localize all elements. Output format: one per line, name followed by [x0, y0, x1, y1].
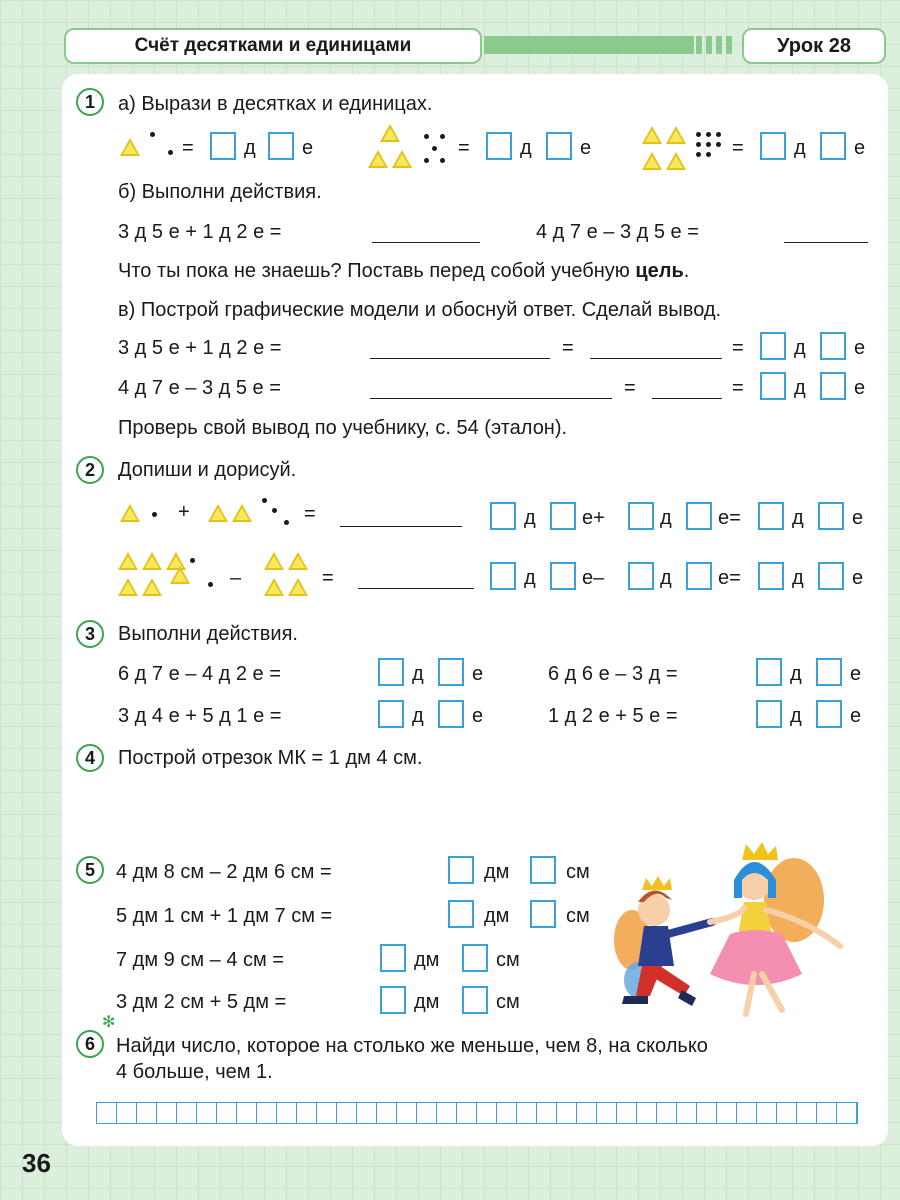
answer-box[interactable] [756, 700, 782, 728]
task-5-equation-3: 7 дм 9 см – 4 см = [116, 949, 284, 971]
unit-d: д [660, 567, 672, 589]
task-5-equation-4: 3 дм 2 см + 5 дм = [116, 991, 287, 1013]
dancing-children-illustration [604, 830, 864, 1020]
answer-box[interactable] [628, 502, 654, 530]
answer-box[interactable] [760, 372, 786, 400]
header-stripes [696, 36, 736, 54]
answer-cell[interactable] [457, 1103, 477, 1123]
answer-box[interactable] [820, 332, 846, 360]
task-1-goal-text: Что ты пока не знаешь? Поставь перед собой учебную цель. [118, 260, 690, 282]
task-6-text-line-2: 4 больше, чем 1. [116, 1061, 273, 1083]
answer-cell[interactable] [417, 1103, 437, 1123]
task-2-number: 2 [76, 456, 104, 484]
answer-cell[interactable] [377, 1103, 397, 1123]
answer-cell[interactable] [357, 1103, 377, 1123]
answer-cell[interactable] [577, 1103, 597, 1123]
unit-sm: см [566, 861, 590, 883]
answer-cell[interactable] [657, 1103, 677, 1123]
unit-dm: дм [414, 991, 440, 1013]
task-1b-text: б) Выполни действия. [118, 181, 322, 203]
answer-box[interactable] [760, 332, 786, 360]
answer-cell[interactable] [297, 1103, 317, 1123]
unit-d: д [792, 567, 804, 589]
answer-box[interactable] [818, 562, 844, 590]
task-3-equation-4: 1 д 2 е + 5 е = [548, 705, 678, 727]
task-6-number: 6 [76, 1030, 104, 1058]
answer-cell[interactable] [317, 1103, 337, 1123]
header-divider-bar [484, 36, 694, 54]
unit-d: д [412, 663, 424, 685]
answer-cell[interactable] [777, 1103, 797, 1123]
answer-box[interactable] [550, 562, 576, 590]
answer-box[interactable] [758, 502, 784, 530]
task-3-equation-2: 6 д 6 е – 3 д = [548, 663, 678, 685]
answer-box[interactable] [380, 944, 406, 972]
unit-e-minus: е– [582, 567, 605, 589]
equals: = [732, 137, 744, 159]
equals: = [624, 377, 636, 399]
task-1-number: 1 [76, 88, 104, 116]
answer-cell[interactable] [637, 1103, 657, 1123]
task-1b-equation-2: 4 д 7 е – 3 д 5 е = [536, 221, 699, 243]
answer-cell[interactable] [197, 1103, 217, 1123]
equals: = [562, 337, 574, 359]
answer-line[interactable] [370, 398, 612, 399]
unit-d: д [792, 507, 804, 529]
answer-box[interactable] [462, 986, 488, 1014]
task-1c-equation-2: 4 д 7 е – 3 д 5 е = [118, 377, 281, 399]
answer-box[interactable] [756, 658, 782, 686]
answer-cell[interactable] [757, 1103, 777, 1123]
answer-cell[interactable] [617, 1103, 637, 1123]
answer-line[interactable] [358, 588, 474, 589]
difficulty-star-icon: ✻ [102, 1014, 116, 1031]
unit-e: е [472, 705, 484, 727]
unit-e: е [852, 507, 864, 529]
unit-d: д [244, 137, 256, 159]
answer-line[interactable] [372, 242, 480, 243]
unit-dm: дм [414, 949, 440, 971]
answer-cell[interactable] [677, 1103, 697, 1123]
unit-e-plus: е+ [582, 507, 605, 529]
answer-line[interactable] [784, 242, 868, 243]
equals: = [182, 137, 194, 159]
answer-line[interactable] [370, 358, 550, 359]
answer-cell[interactable] [177, 1103, 197, 1123]
answer-box[interactable] [760, 132, 786, 160]
unit-d: д [794, 137, 806, 159]
unit-d: д [524, 507, 536, 529]
answer-cell[interactable] [597, 1103, 617, 1123]
task-5-equation-1: 4 дм 8 см – 2 дм 6 см = [116, 861, 332, 883]
answer-box[interactable] [818, 502, 844, 530]
unit-e: е [302, 137, 314, 159]
unit-d: д [790, 705, 802, 727]
answer-cell[interactable] [797, 1103, 817, 1123]
answer-cell[interactable] [237, 1103, 257, 1123]
answer-cell[interactable] [497, 1103, 517, 1123]
answer-cell[interactable] [817, 1103, 837, 1123]
unit-dm: дм [484, 861, 510, 883]
task-3-text: Выполни действия. [118, 623, 298, 645]
answer-line[interactable] [340, 526, 462, 527]
unit-e: е [850, 705, 862, 727]
unit-sm: см [496, 949, 520, 971]
answer-cells-strip[interactable] [96, 1102, 858, 1124]
answer-box[interactable] [546, 132, 572, 160]
answer-cell[interactable] [397, 1103, 417, 1123]
task-1b-equation-1: 3 д 5 е + 1 д 2 е = [118, 221, 282, 243]
answer-cell[interactable] [337, 1103, 357, 1123]
answer-cell[interactable] [517, 1103, 537, 1123]
answer-box[interactable] [378, 700, 404, 728]
answer-box[interactable] [758, 562, 784, 590]
answer-box[interactable] [462, 944, 488, 972]
answer-cell[interactable] [537, 1103, 557, 1123]
answer-cell[interactable] [717, 1103, 737, 1123]
answer-box[interactable] [820, 372, 846, 400]
task-5-number: 5 [76, 856, 104, 884]
task-3-equation-1: 6 д 7 е – 4 д 2 е = [118, 663, 281, 685]
answer-cell[interactable] [157, 1103, 177, 1123]
answer-box[interactable] [530, 856, 556, 884]
answer-box[interactable] [438, 658, 464, 686]
answer-line[interactable] [590, 358, 722, 359]
unit-d: д [794, 337, 806, 359]
unit-sm: см [566, 905, 590, 927]
answer-box[interactable] [448, 856, 474, 884]
unit-dm: дм [484, 905, 510, 927]
answer-cell[interactable] [217, 1103, 237, 1123]
answer-box[interactable] [486, 132, 512, 160]
answer-box[interactable] [686, 502, 712, 530]
answer-cell[interactable] [117, 1103, 137, 1123]
answer-cell[interactable] [737, 1103, 757, 1123]
answer-box[interactable] [816, 658, 842, 686]
answer-box[interactable] [628, 562, 654, 590]
answer-box[interactable] [820, 132, 846, 160]
task-1c-equation-1: 3 д 5 е + 1 д 2 е = [118, 337, 282, 359]
unit-d: д [660, 507, 672, 529]
unit-e: е [580, 137, 592, 159]
answer-cell[interactable] [137, 1103, 157, 1123]
unit-e-equals: е= [718, 507, 741, 529]
unit-d: д [412, 705, 424, 727]
equals: = [732, 377, 744, 399]
answer-cell[interactable] [557, 1103, 577, 1123]
answer-box[interactable] [490, 502, 516, 530]
answer-cell[interactable] [97, 1103, 117, 1123]
answer-cell[interactable] [837, 1103, 857, 1123]
unit-d: д [524, 567, 536, 589]
answer-box[interactable] [530, 900, 556, 928]
equals: = [458, 137, 470, 159]
answer-cell[interactable] [477, 1103, 497, 1123]
answer-box[interactable] [378, 658, 404, 686]
task-4-text: Построй отрезок МК = 1 дм 4 см. [118, 747, 423, 769]
answer-box[interactable] [448, 900, 474, 928]
unit-d: д [794, 377, 806, 399]
answer-box[interactable] [438, 700, 464, 728]
unit-e: е [852, 567, 864, 589]
answer-line[interactable] [652, 398, 722, 399]
lesson-number: Урок 28 [742, 28, 886, 64]
task-4-number: 4 [76, 744, 104, 772]
unit-sm: см [496, 991, 520, 1013]
unit-e: е [472, 663, 484, 685]
answer-box[interactable] [490, 562, 516, 590]
equals: = [732, 337, 744, 359]
page-number: 36 [22, 1148, 51, 1178]
task-5-equation-2: 5 дм 1 см + 1 дм 7 см = [116, 905, 333, 927]
equals: = [304, 503, 316, 525]
unit-e: е [854, 377, 866, 399]
equals: = [322, 567, 334, 589]
answer-box[interactable] [210, 132, 236, 160]
task-1c-text: в) Построй графические модели и обоснуй ответ. Сделай вывод. [118, 299, 722, 321]
answer-box[interactable] [380, 986, 406, 1014]
task-1-check-text: Проверь свой вывод по учебнику, с. 54 (эталон). [118, 417, 568, 439]
task-1a-text: а) Вырази в десятках и единицах. [118, 93, 433, 115]
answer-box[interactable] [816, 700, 842, 728]
task-2-text: Допиши и дорисуй. [118, 459, 297, 481]
answer-box[interactable] [550, 502, 576, 530]
unit-e: е [850, 663, 862, 685]
unit-e: е [854, 337, 866, 359]
answer-box[interactable] [686, 562, 712, 590]
task-3-equation-3: 3 д 4 е + 5 д 1 е = [118, 705, 282, 727]
task-6-text-line-1: Найди число, которое на столько же меньше, чем 8, на сколько [116, 1035, 708, 1057]
lesson-topic-title: Счёт десятками и единицами [64, 28, 482, 64]
unit-e-equals: е= [718, 567, 741, 589]
unit-d: д [790, 663, 802, 685]
answer-cell[interactable] [257, 1103, 277, 1123]
task-3-number: 3 [76, 620, 104, 648]
unit-e: е [854, 137, 866, 159]
answer-cell[interactable] [697, 1103, 717, 1123]
answer-cell[interactable] [437, 1103, 457, 1123]
answer-box[interactable] [268, 132, 294, 160]
answer-cell[interactable] [277, 1103, 297, 1123]
unit-d: д [520, 137, 532, 159]
